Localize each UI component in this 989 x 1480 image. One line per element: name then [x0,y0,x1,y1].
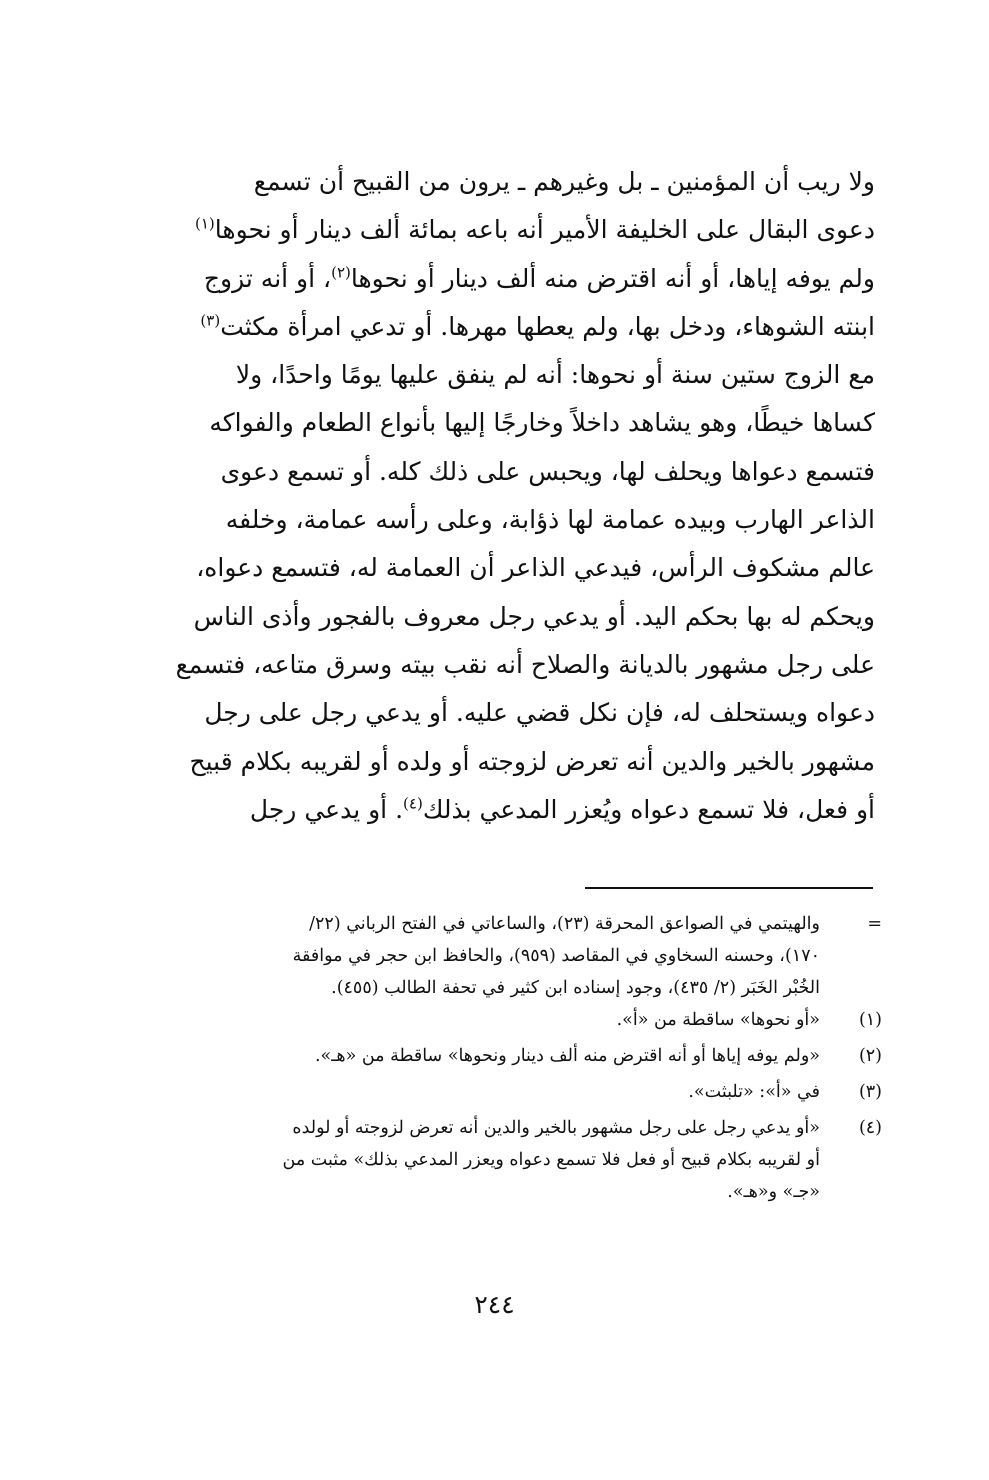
text-line: عالم مشكوف الرأس، فيدعي الذاعر أن العمامة له، فتسمع دعواه، [196,553,875,583]
text-line: مع الزوج ستين سنة أو نحوها: أنه لم ينفق عليها يومًا واحدًا، ولا [235,360,875,390]
text-line: دعواه ويستحلف له، فإن نكل قضي عليه. أو يدعي رجل على رجل [204,698,875,728]
footnote-line: «ولم يوفه إياها أو أنه اقترض منه ألف دينار ونحوها» ساقطة من «هـ». [314,1046,820,1066]
text-segment: أو فعل، فلا تسمع دعواه ويُعزر المدعي بذلك [422,794,875,824]
footnote-2 [112,1040,882,1072]
text-segment: دعوى البقال على الخليفة الأمير أنه باعه بمائة ألف دينار أو نحوها [214,215,875,245]
footnote-line: أو لقريبه بكلام قبيح أو فعل فلا تسمع دعواه ويعزر المدعي بذلك» مثبت من [282,1150,820,1170]
text-segment: . أو يدعي رجل [249,794,404,824]
footnote-number: (٤) [858,1118,882,1138]
footnote-number: (٢) [858,1046,882,1066]
footnote-line: «أو يدعي رجل على رجل مشهور بالخير والدين أنه تعرض لزوجته أو لولده [292,1118,820,1138]
text-line: الذاعر الهارب وبيده عمامة لها ذؤابة، وعلى رأسه عمامة، وخلفه [225,505,875,535]
text-line: على رجل مشهور بالديانة والصلاح أنه نقب بيته وسرق متاعه، فتسمع [175,649,875,679]
footnote-line: في «أ»: «تلبثت». [688,1082,820,1102]
text-line: ولا ريب أن المؤمنين ـ بل وغيرهم ـ يرون من القبيح أن تسمع [253,167,875,196]
page-number: ٢٤٤ [474,1290,515,1319]
text-segment: ابنته الشوهاء، ودخل بها، ولم يعطها مهرها. أو تدعي امرأة مكثت [220,311,875,341]
text-line: ويحكم له بها بحكم اليد. أو يدعي رجل معروف بالفجور وأذى الناس [193,601,875,631]
text-line: كساها خيطًا، وهو يشاهد داخلاً وخارجًا إليها بأنواع الطعام والفواكه [209,408,875,438]
footnotes-block [112,908,882,1208]
footnote-line: الخُبْر الخَبَر (٢/ ٤٣٥)، وجود إسناده ابن كثير في تحفة الطالب (٤٥٥). [331,978,820,998]
text-line [115,255,875,303]
footnote-number: (١) [858,1010,882,1030]
footnote-line: ١٧٠)، وحسنه السخاوي في المقاصد (٩٥٩)، والحافظ ابن حجر في موافقة [292,946,820,966]
footnote-1 [112,1004,882,1036]
footnote-continued [112,908,882,1004]
footnote-4 [112,1112,882,1208]
footnote-line: «جـ» و«هـ». [727,1182,820,1202]
footnote-3 [112,1076,882,1108]
footnote-ref: (١) [195,214,215,233]
text-line: مشهور بالخير والدين أنه تعرض لزوجته أو ولده أو لقريبه بكلام قبيح [189,746,875,776]
text-line [115,303,875,351]
footnote-ref: (٤) [403,794,423,813]
main-text-block [115,158,875,834]
footnote-line: والهيتمي في الصواعق المحرقة (٢٣)، والساعاتي في الفتح الرباني (٢٢/ [309,914,820,934]
text-segment: ولم يوفه إياها، أو أنه اقترض منه ألف دينار أو نحوها [350,263,875,293]
text-line: فتسمع دعواها ويحلف لها، ويحبس على ذلك كله. أو تسمع دعوى [220,456,875,486]
footnote-number: (٣) [858,1082,882,1102]
continuation-marker: = [867,914,882,934]
text-segment: ، أو أنه تزوج [203,263,332,293]
text-line [115,206,875,254]
footnote-ref: (٢) [331,263,351,282]
text-line [115,786,875,834]
footnote-ref: (٣) [200,311,221,330]
footnote-separator [585,887,873,889]
footnote-line: «أو نحوها» ساقطة من «أ». [616,1010,820,1030]
